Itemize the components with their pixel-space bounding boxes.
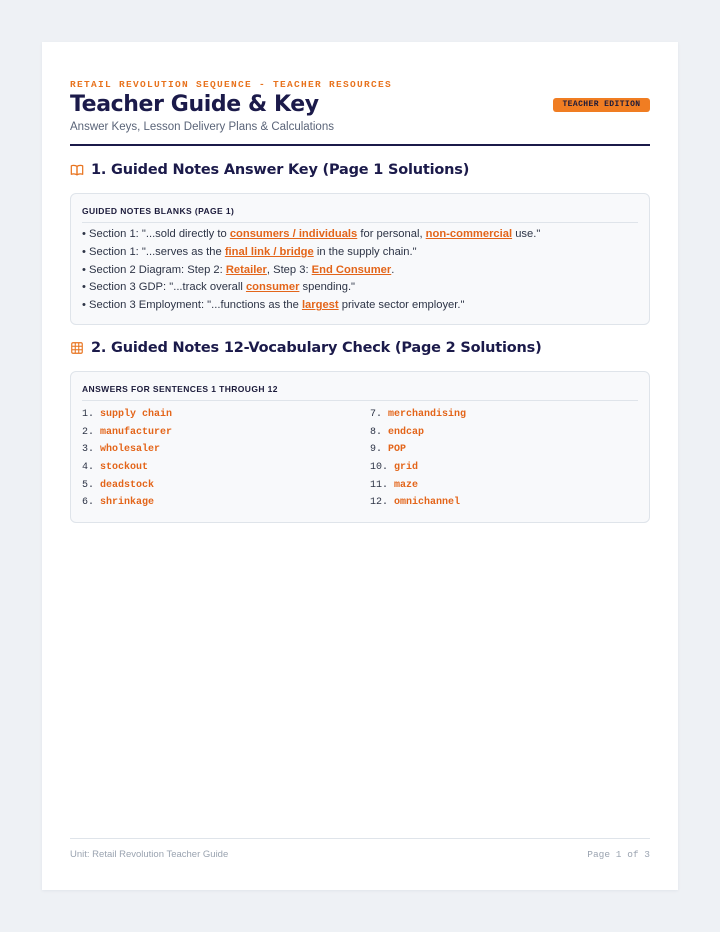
vocab-column-right (370, 406, 650, 512)
vocab-answer: POP (388, 444, 407, 456)
vocab-number: 4. (82, 462, 95, 474)
vocab-answer: manufacturer (100, 426, 173, 438)
vocab-number: 8. (370, 426, 383, 438)
vocab-number: 11. (370, 479, 389, 491)
vocab-number: 6. (82, 497, 95, 509)
vocab-item (82, 424, 362, 442)
note-line (82, 226, 638, 244)
vocab-number: 10. (370, 462, 389, 474)
vocab-item (82, 406, 362, 424)
note-line (82, 279, 638, 297)
note-text: • Section 1: "...serves as the (82, 245, 225, 258)
note-text: private sector employer." (338, 299, 465, 312)
vocab-item (82, 494, 362, 512)
note-text: , Step 3: (266, 263, 312, 276)
vocab-number: 9. (370, 444, 383, 456)
note-text: in the supply chain." (313, 245, 417, 258)
answer-blank: final link / bridge (224, 245, 314, 258)
page-title: Teacher Guide & Key (70, 92, 319, 117)
footer-divider (70, 838, 650, 839)
vocab-answer: omnichannel (394, 497, 461, 509)
answer-blank: consumers / individuals (229, 228, 358, 240)
vocab-number: 7. (370, 409, 383, 420)
note-text: • Section 3 GDP: "...track overall (82, 281, 246, 294)
section-2-heading (70, 338, 650, 358)
vocab-answer: wholesaler (100, 444, 161, 456)
header-divider (70, 144, 650, 146)
vocab-card (70, 371, 650, 523)
document-page (42, 42, 678, 890)
answer-blank: consumer (245, 281, 300, 294)
vocab-answer: maze (394, 479, 419, 491)
vocab-item (370, 477, 650, 495)
vocab-number: 12. (370, 497, 389, 509)
vocab-item (82, 477, 362, 495)
footer-unit-label: Unit: Retail Revolution Teacher Guide (70, 849, 229, 860)
note-text: for personal, (357, 228, 426, 240)
page-subtitle: Answer Keys, Lesson Delivery Plans & Calculations (70, 121, 334, 133)
vocab-number: 2. (82, 426, 95, 438)
card-label: ANSWERS FOR SENTENCES 1 THROUGH 12 (82, 384, 638, 401)
vocab-item (82, 441, 362, 459)
eyebrow-label: RETAIL REVOLUTION SEQUENCE - TEACHER RESOURCES (70, 79, 393, 90)
vocab-answer: endcap (388, 426, 425, 438)
notes-list (82, 226, 638, 315)
vocab-number: 1. (82, 409, 95, 420)
vocab-answer: stockout (100, 462, 149, 474)
note-line (82, 244, 638, 262)
note-text: • Section 3 Employment: "...functions as the (82, 299, 302, 312)
vocab-answer: supply chain (100, 409, 173, 420)
answer-blank: non-commercial (425, 228, 513, 240)
vocab-item (370, 441, 650, 459)
vocab-item (370, 406, 650, 424)
guided-notes-card (70, 193, 650, 325)
answer-blank: Retailer (225, 263, 267, 276)
note-line (82, 262, 638, 280)
vocab-item (370, 424, 650, 442)
grid-table-icon (70, 341, 84, 355)
vocab-answer: grid (394, 462, 419, 474)
vocab-column-left (82, 406, 362, 512)
page-number: Page 1 of 3 (587, 849, 650, 860)
vocab-number: 5. (82, 479, 95, 491)
book-open-icon (70, 163, 84, 177)
note-text: • Section 2 Diagram: Step 2: (82, 263, 226, 276)
teacher-edition-badge: TEACHER EDITION (553, 98, 650, 112)
vocab-answer: shrinkage (100, 497, 155, 509)
vocab-answer: deadstock (100, 479, 155, 491)
section-1-title: 1. Guided Notes Answer Key (Page 1 Solutions) (91, 162, 470, 178)
vocab-item (370, 459, 650, 477)
note-text: • Section 1: "...sold directly to (82, 228, 230, 240)
note-text: spending." (299, 281, 356, 294)
section-1-heading (70, 160, 650, 180)
answer-blank: End Consumer (311, 263, 392, 276)
answer-blank: largest (301, 299, 339, 312)
vocab-number: 3. (82, 444, 95, 456)
section-2-title: 2. Guided Notes 12-Vocabulary Check (Page 2 Solutions) (91, 340, 542, 356)
note-text: . (391, 263, 395, 276)
note-text: use." (512, 228, 541, 240)
note-line (82, 297, 638, 315)
vocab-answer: merchandising (388, 409, 467, 420)
vocab-item (370, 494, 650, 512)
vocab-item (82, 459, 362, 477)
card-label: GUIDED NOTES BLANKS (PAGE 1) (82, 206, 638, 223)
